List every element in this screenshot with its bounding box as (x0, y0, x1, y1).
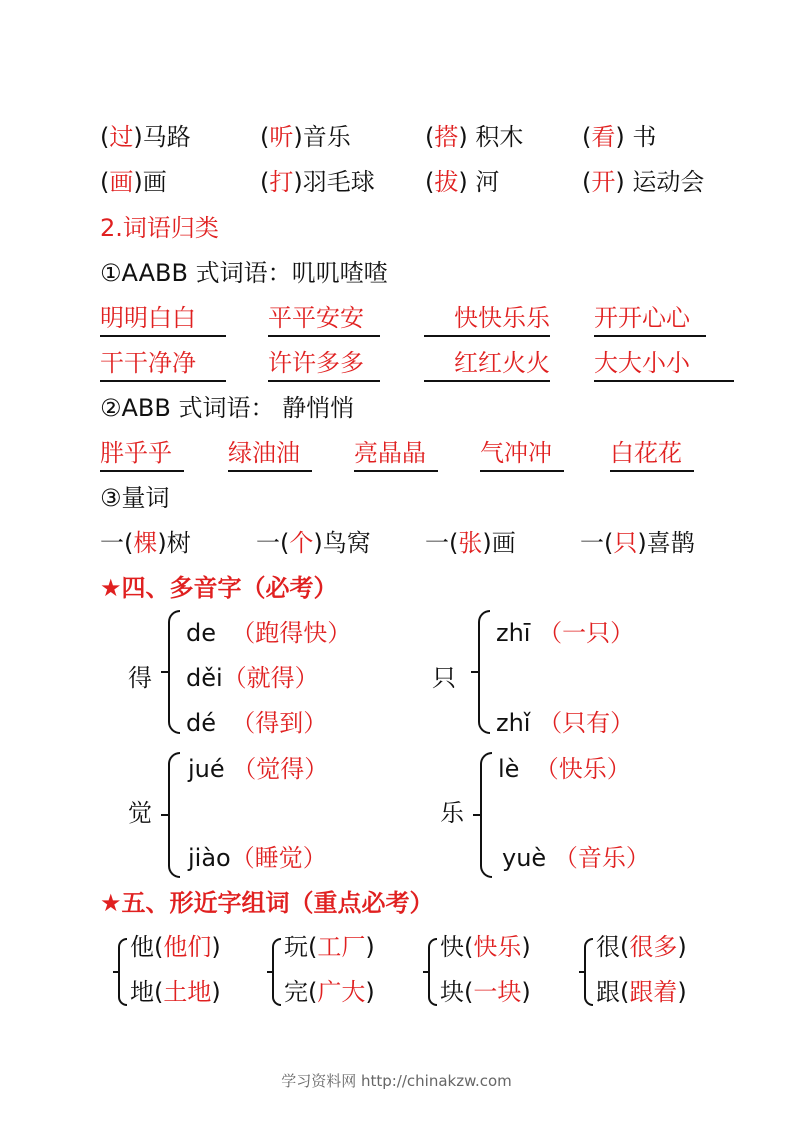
aabb-word: 快快乐乐 (424, 303, 550, 337)
aabb-word: 大大小小 (594, 348, 734, 382)
section-title: 2.词语归类 (100, 214, 219, 242)
aabb-word: 许许多多 (268, 348, 380, 382)
similar-char-item: 块(一块) (440, 978, 531, 1006)
brace (478, 610, 490, 734)
similar-char-item: 跟(跟着) (596, 978, 687, 1006)
section-title: ★五、形近字组词（重点必考） (100, 889, 434, 917)
measure-item: 一(张)画 (425, 529, 516, 557)
verb-item: (过)马路 (100, 123, 191, 151)
poly-reading: děi（就得） (186, 664, 319, 692)
verb-item: (画)画 (100, 168, 167, 196)
abb-word: 白花花 (610, 438, 694, 472)
abb-label: ②ABB 式词语： 静悄悄 (100, 394, 355, 422)
brace (584, 938, 593, 1006)
section-title: ★四、多音字（必考） (100, 574, 338, 602)
aabb-word: 干干净净 (100, 348, 226, 382)
footer-watermark: 学习资料网 http://chinakzw.com (281, 1072, 512, 1090)
similar-char-item: 玩(工厂) (284, 933, 375, 961)
measure-item: 一(棵)树 (100, 529, 191, 557)
abb-word: 绿油油 (228, 438, 312, 472)
poly-reading: zhī （一只） (496, 619, 635, 647)
brace (480, 752, 492, 878)
poly-reading: dé （得到） (186, 709, 328, 737)
aabb-word: 红红火火 (424, 348, 550, 382)
brace (272, 938, 281, 1006)
poly-char: 觉 (128, 799, 152, 827)
abb-word: 胖乎乎 (100, 438, 184, 472)
aabb-word: 平平安安 (268, 303, 380, 337)
aabb-label: ①AABB 式词语：叽叽喳喳 (100, 259, 388, 287)
similar-char-item: 地(土地) (130, 978, 221, 1006)
similar-char-item: 快(快乐) (440, 933, 531, 961)
similar-char-item: 完(广大) (284, 978, 375, 1006)
poly-char: 只 (432, 664, 456, 692)
poly-char: 乐 (440, 799, 464, 827)
poly-reading: yuè （音乐） (502, 844, 650, 872)
abb-word: 亮晶晶 (354, 438, 438, 472)
brace (168, 752, 180, 878)
similar-char-item: 他(他们) (130, 933, 221, 961)
brace (168, 610, 180, 734)
poly-reading: jiào（睡觉） (188, 844, 327, 872)
poly-reading: zhǐ （只有） (496, 709, 635, 737)
brace (428, 938, 437, 1006)
aabb-word: 开开心心 (594, 303, 706, 337)
poly-reading: de （跑得快） (186, 619, 352, 647)
measure-item: 一(个)鸟窝 (256, 529, 371, 557)
poly-char: 得 (128, 664, 152, 692)
verb-item: (搭) 积木 (425, 123, 524, 151)
verb-item: (开) 运动会 (582, 168, 705, 196)
poly-reading: jué （觉得） (188, 755, 329, 783)
brace (118, 938, 127, 1006)
verb-item: (看) 书 (582, 123, 657, 151)
measure-label: ③量词 (100, 484, 170, 512)
poly-reading: lè （快乐） (498, 755, 631, 783)
aabb-word: 明明白白 (100, 303, 226, 337)
verb-item: (拔) 河 (425, 168, 500, 196)
similar-char-item: 很(很多) (596, 933, 687, 961)
verb-item: (听)音乐 (260, 123, 351, 151)
verb-item: (打)羽毛球 (260, 168, 375, 196)
abb-word: 气冲冲 (480, 438, 564, 472)
measure-item: 一(只)喜鹊 (580, 529, 695, 557)
